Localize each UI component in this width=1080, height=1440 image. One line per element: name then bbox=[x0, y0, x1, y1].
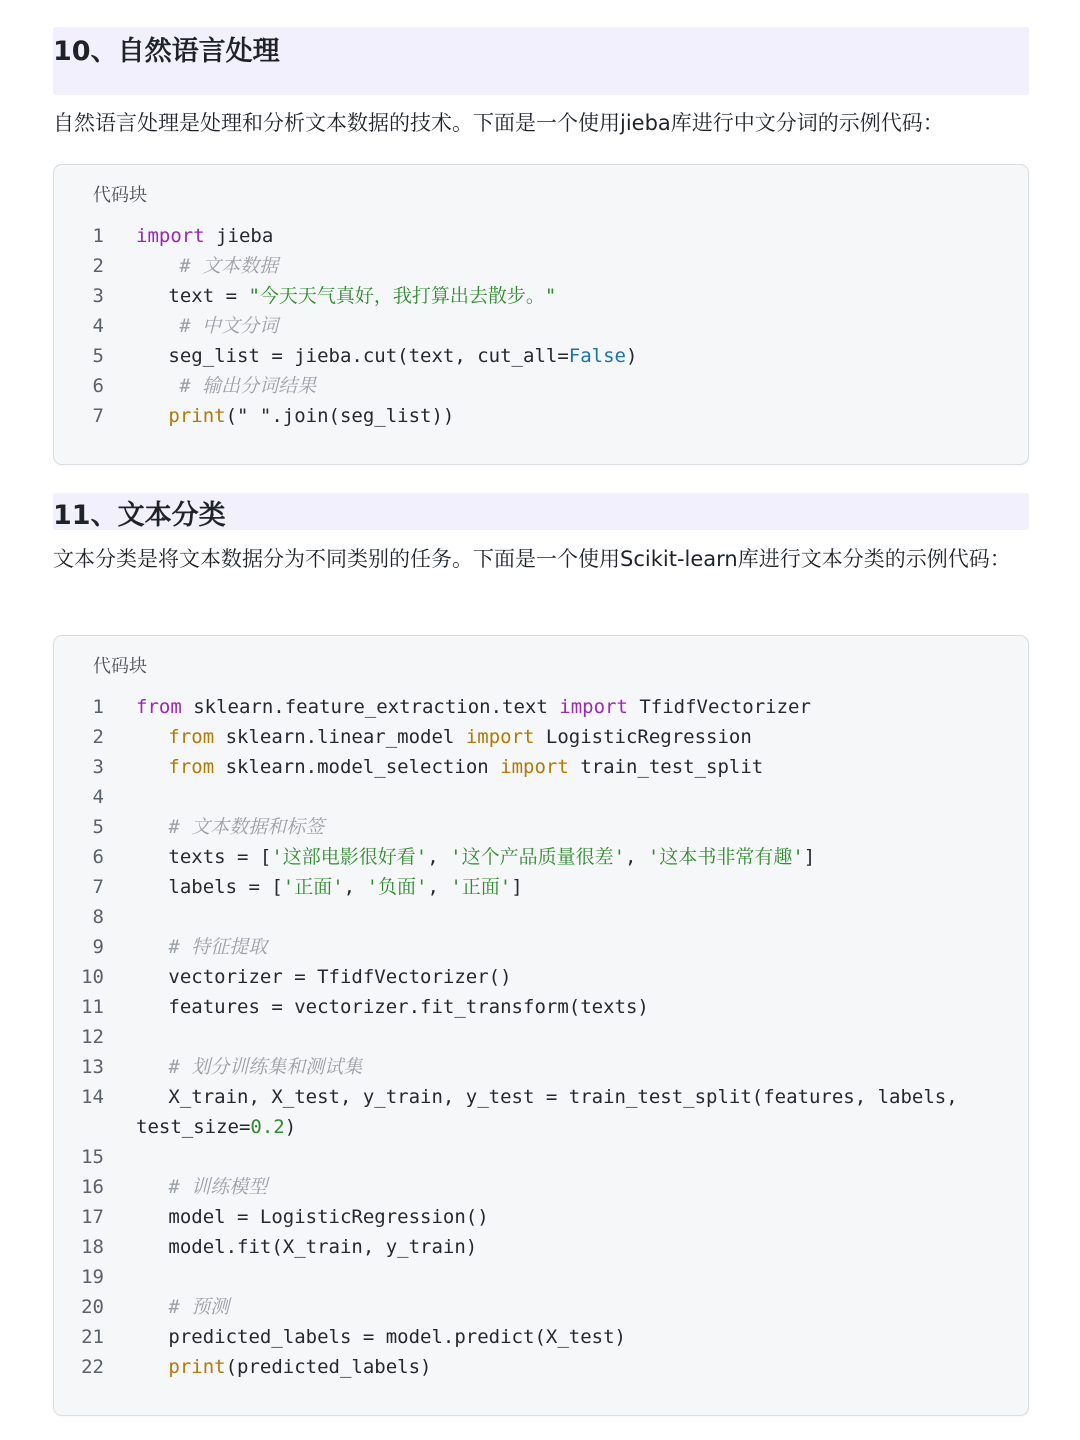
line-number: 1 bbox=[92, 696, 104, 718]
code-token: , bbox=[343, 876, 367, 898]
line-number: 4 bbox=[92, 315, 104, 337]
code-token: texts = [ bbox=[168, 846, 272, 868]
line-number: 9 bbox=[92, 936, 104, 958]
code-token: '这个产品质量很差' bbox=[450, 846, 626, 868]
code-line bbox=[54, 1112, 1028, 1142]
code-lines bbox=[54, 221, 1028, 431]
code-token: vectorizer = TfidfVectorizer() bbox=[168, 966, 512, 988]
line-number: 15 bbox=[81, 1146, 104, 1168]
code-line bbox=[54, 752, 1028, 782]
code-token: sklearn.model_selection bbox=[214, 756, 501, 778]
code-text bbox=[136, 1112, 296, 1142]
code-text bbox=[168, 872, 522, 902]
code-token: ) bbox=[284, 1116, 297, 1138]
code-token: 0.2 bbox=[250, 1116, 285, 1138]
code-text bbox=[168, 932, 267, 962]
code-token: # 输出分词结果 bbox=[179, 375, 317, 397]
code-line bbox=[54, 1172, 1028, 1202]
code-token: predicted_labels = model.predict(X_test) bbox=[168, 1326, 626, 1348]
code-token: X_train, X_test, y_train, y_test = train_test_split(features, labels, bbox=[168, 1086, 958, 1108]
code-text bbox=[179, 311, 278, 341]
code-token: (" ".join(seg_list)) bbox=[225, 405, 455, 427]
code-line bbox=[54, 1052, 1028, 1082]
code-token: from bbox=[168, 756, 215, 778]
code-token: # 特征提取 bbox=[168, 936, 268, 958]
section-heading-text-classification: 11、文本分类 bbox=[53, 500, 226, 531]
code-text bbox=[168, 401, 454, 431]
line-number: 21 bbox=[81, 1326, 104, 1348]
line-number: 10 bbox=[81, 966, 104, 988]
code-token: features = vectorizer.fit_transform(texts) bbox=[168, 996, 649, 1018]
code-token: "今天天气真好，我打算出去散步。" bbox=[248, 285, 557, 307]
line-number: 11 bbox=[81, 996, 104, 1018]
code-text bbox=[168, 1052, 362, 1082]
code-line bbox=[54, 1322, 1028, 1352]
code-token: sklearn.linear_model bbox=[214, 726, 466, 748]
code-token: ] bbox=[511, 876, 523, 898]
code-line bbox=[54, 401, 1028, 431]
code-token: False bbox=[568, 345, 626, 367]
section-heading-bar bbox=[53, 493, 1029, 530]
code-token: import bbox=[136, 225, 205, 247]
code-token: labels = [ bbox=[168, 876, 283, 898]
line-number: 18 bbox=[81, 1236, 104, 1258]
code-text bbox=[168, 341, 637, 371]
code-line bbox=[54, 1262, 1028, 1292]
code-token: import bbox=[465, 726, 535, 748]
line-number: 2 bbox=[92, 726, 104, 748]
code-token: LogisticRegression bbox=[534, 726, 752, 748]
code-line bbox=[54, 1082, 1028, 1112]
line-number: 4 bbox=[92, 786, 104, 808]
code-token: # 文本数据和标签 bbox=[168, 816, 325, 838]
code-line bbox=[54, 902, 1028, 932]
code-text bbox=[168, 1292, 229, 1322]
code-token: jieba bbox=[204, 225, 274, 247]
section-heading-bar bbox=[53, 27, 1029, 95]
section-heading-nlp: 10、自然语言处理 bbox=[53, 36, 280, 67]
code-token: seg_list = jieba.cut(text, cut_all= bbox=[168, 345, 569, 367]
line-number: 7 bbox=[92, 405, 104, 427]
line-number: 3 bbox=[92, 756, 104, 778]
code-line bbox=[54, 1232, 1028, 1262]
code-line bbox=[54, 221, 1028, 251]
line-number: 1 bbox=[92, 225, 104, 247]
code-text bbox=[168, 752, 763, 782]
section-paragraph-text-classification: 文本分类是将文本数据分为不同类别的任务。下面是一个使用Scikit-learn库进行文本分类的示例代码： bbox=[53, 547, 1011, 571]
code-line bbox=[54, 1352, 1028, 1382]
code-line bbox=[54, 1142, 1028, 1172]
section-paragraph-nlp: 自然语言处理是处理和分析文本数据的技术。下面是一个使用jieba库进行中文分词的示例代码： bbox=[53, 111, 944, 135]
code-token: test_size= bbox=[136, 1116, 251, 1138]
code-token: print bbox=[168, 1356, 226, 1378]
code-line bbox=[54, 722, 1028, 752]
code-text bbox=[168, 722, 751, 752]
code-text bbox=[136, 692, 811, 722]
line-number: 5 bbox=[92, 816, 104, 838]
line-number: 2 bbox=[92, 255, 104, 277]
code-token: from bbox=[168, 726, 215, 748]
code-line bbox=[54, 992, 1028, 1022]
code-line bbox=[54, 251, 1028, 281]
code-text bbox=[168, 1322, 626, 1352]
code-line bbox=[54, 692, 1028, 722]
code-token: # 训练模型 bbox=[168, 1176, 268, 1198]
code-token: '负面' bbox=[366, 876, 428, 898]
line-number: 12 bbox=[81, 1026, 104, 1048]
code-block-label: 代码块 bbox=[93, 185, 147, 206]
code-token: '正面' bbox=[282, 876, 344, 898]
code-token: train_test_split bbox=[568, 756, 764, 778]
code-text bbox=[179, 251, 278, 281]
line-number: 22 bbox=[81, 1356, 104, 1378]
code-token: '这本书非常有趣' bbox=[647, 846, 804, 868]
line-number: 5 bbox=[92, 345, 104, 367]
code-token: from bbox=[136, 696, 182, 718]
line-number: 20 bbox=[81, 1296, 104, 1318]
code-line bbox=[54, 812, 1028, 842]
code-token: # 文本数据 bbox=[179, 255, 279, 277]
code-token: ) bbox=[625, 345, 638, 367]
code-block-nlp bbox=[53, 164, 1029, 465]
line-number: 14 bbox=[81, 1086, 104, 1108]
code-token: TfidfVectorizer bbox=[627, 696, 811, 718]
line-number: 3 bbox=[92, 285, 104, 307]
code-token: text = bbox=[168, 285, 249, 307]
code-token: sklearn.feature_extraction.text bbox=[181, 696, 560, 718]
code-text bbox=[168, 962, 511, 992]
code-line bbox=[54, 782, 1028, 812]
code-text bbox=[168, 1172, 267, 1202]
code-text bbox=[168, 812, 324, 842]
code-token: print bbox=[168, 405, 226, 427]
line-number: 6 bbox=[92, 846, 104, 868]
code-line bbox=[54, 281, 1028, 311]
code-text bbox=[179, 371, 316, 401]
code-token: (predicted_labels) bbox=[225, 1356, 432, 1378]
code-token: # 预测 bbox=[168, 1296, 230, 1318]
code-line bbox=[54, 842, 1028, 872]
code-line bbox=[54, 1202, 1028, 1232]
code-token: import bbox=[500, 756, 569, 778]
code-token: , bbox=[625, 846, 648, 868]
code-text bbox=[168, 1352, 431, 1382]
code-token: '正面' bbox=[450, 876, 512, 898]
line-number: 13 bbox=[81, 1056, 104, 1078]
code-text bbox=[136, 221, 273, 251]
code-token: model.fit(X_train, y_train) bbox=[168, 1236, 478, 1258]
code-text bbox=[168, 281, 556, 311]
line-number: 7 bbox=[92, 876, 104, 898]
code-text bbox=[168, 842, 815, 872]
code-line bbox=[54, 962, 1028, 992]
line-number: 8 bbox=[92, 906, 104, 928]
line-number: 6 bbox=[92, 375, 104, 397]
code-token: , bbox=[427, 846, 451, 868]
code-line bbox=[54, 1022, 1028, 1052]
code-line bbox=[54, 872, 1028, 902]
code-token: # 中文分词 bbox=[179, 315, 279, 337]
code-token: '这部电影很好看' bbox=[271, 846, 428, 868]
code-token: # 划分训练集和测试集 bbox=[168, 1056, 363, 1078]
code-token: model = LogisticRegression() bbox=[168, 1206, 489, 1228]
code-line bbox=[54, 341, 1028, 371]
code-lines bbox=[54, 692, 1028, 1382]
code-block-text-classification bbox=[53, 635, 1029, 1416]
code-line bbox=[54, 371, 1028, 401]
code-text bbox=[168, 992, 648, 1022]
code-token: import bbox=[559, 696, 628, 718]
code-text bbox=[168, 1232, 477, 1262]
line-number: 19 bbox=[81, 1266, 104, 1288]
code-line bbox=[54, 932, 1028, 962]
code-token: ] bbox=[803, 846, 816, 868]
code-text bbox=[168, 1202, 488, 1232]
code-text bbox=[168, 1082, 957, 1112]
line-number: 17 bbox=[81, 1206, 104, 1228]
code-line bbox=[54, 311, 1028, 341]
code-line bbox=[54, 1292, 1028, 1322]
code-block-label: 代码块 bbox=[93, 656, 147, 677]
code-token: , bbox=[427, 876, 451, 898]
line-number: 16 bbox=[81, 1176, 104, 1198]
